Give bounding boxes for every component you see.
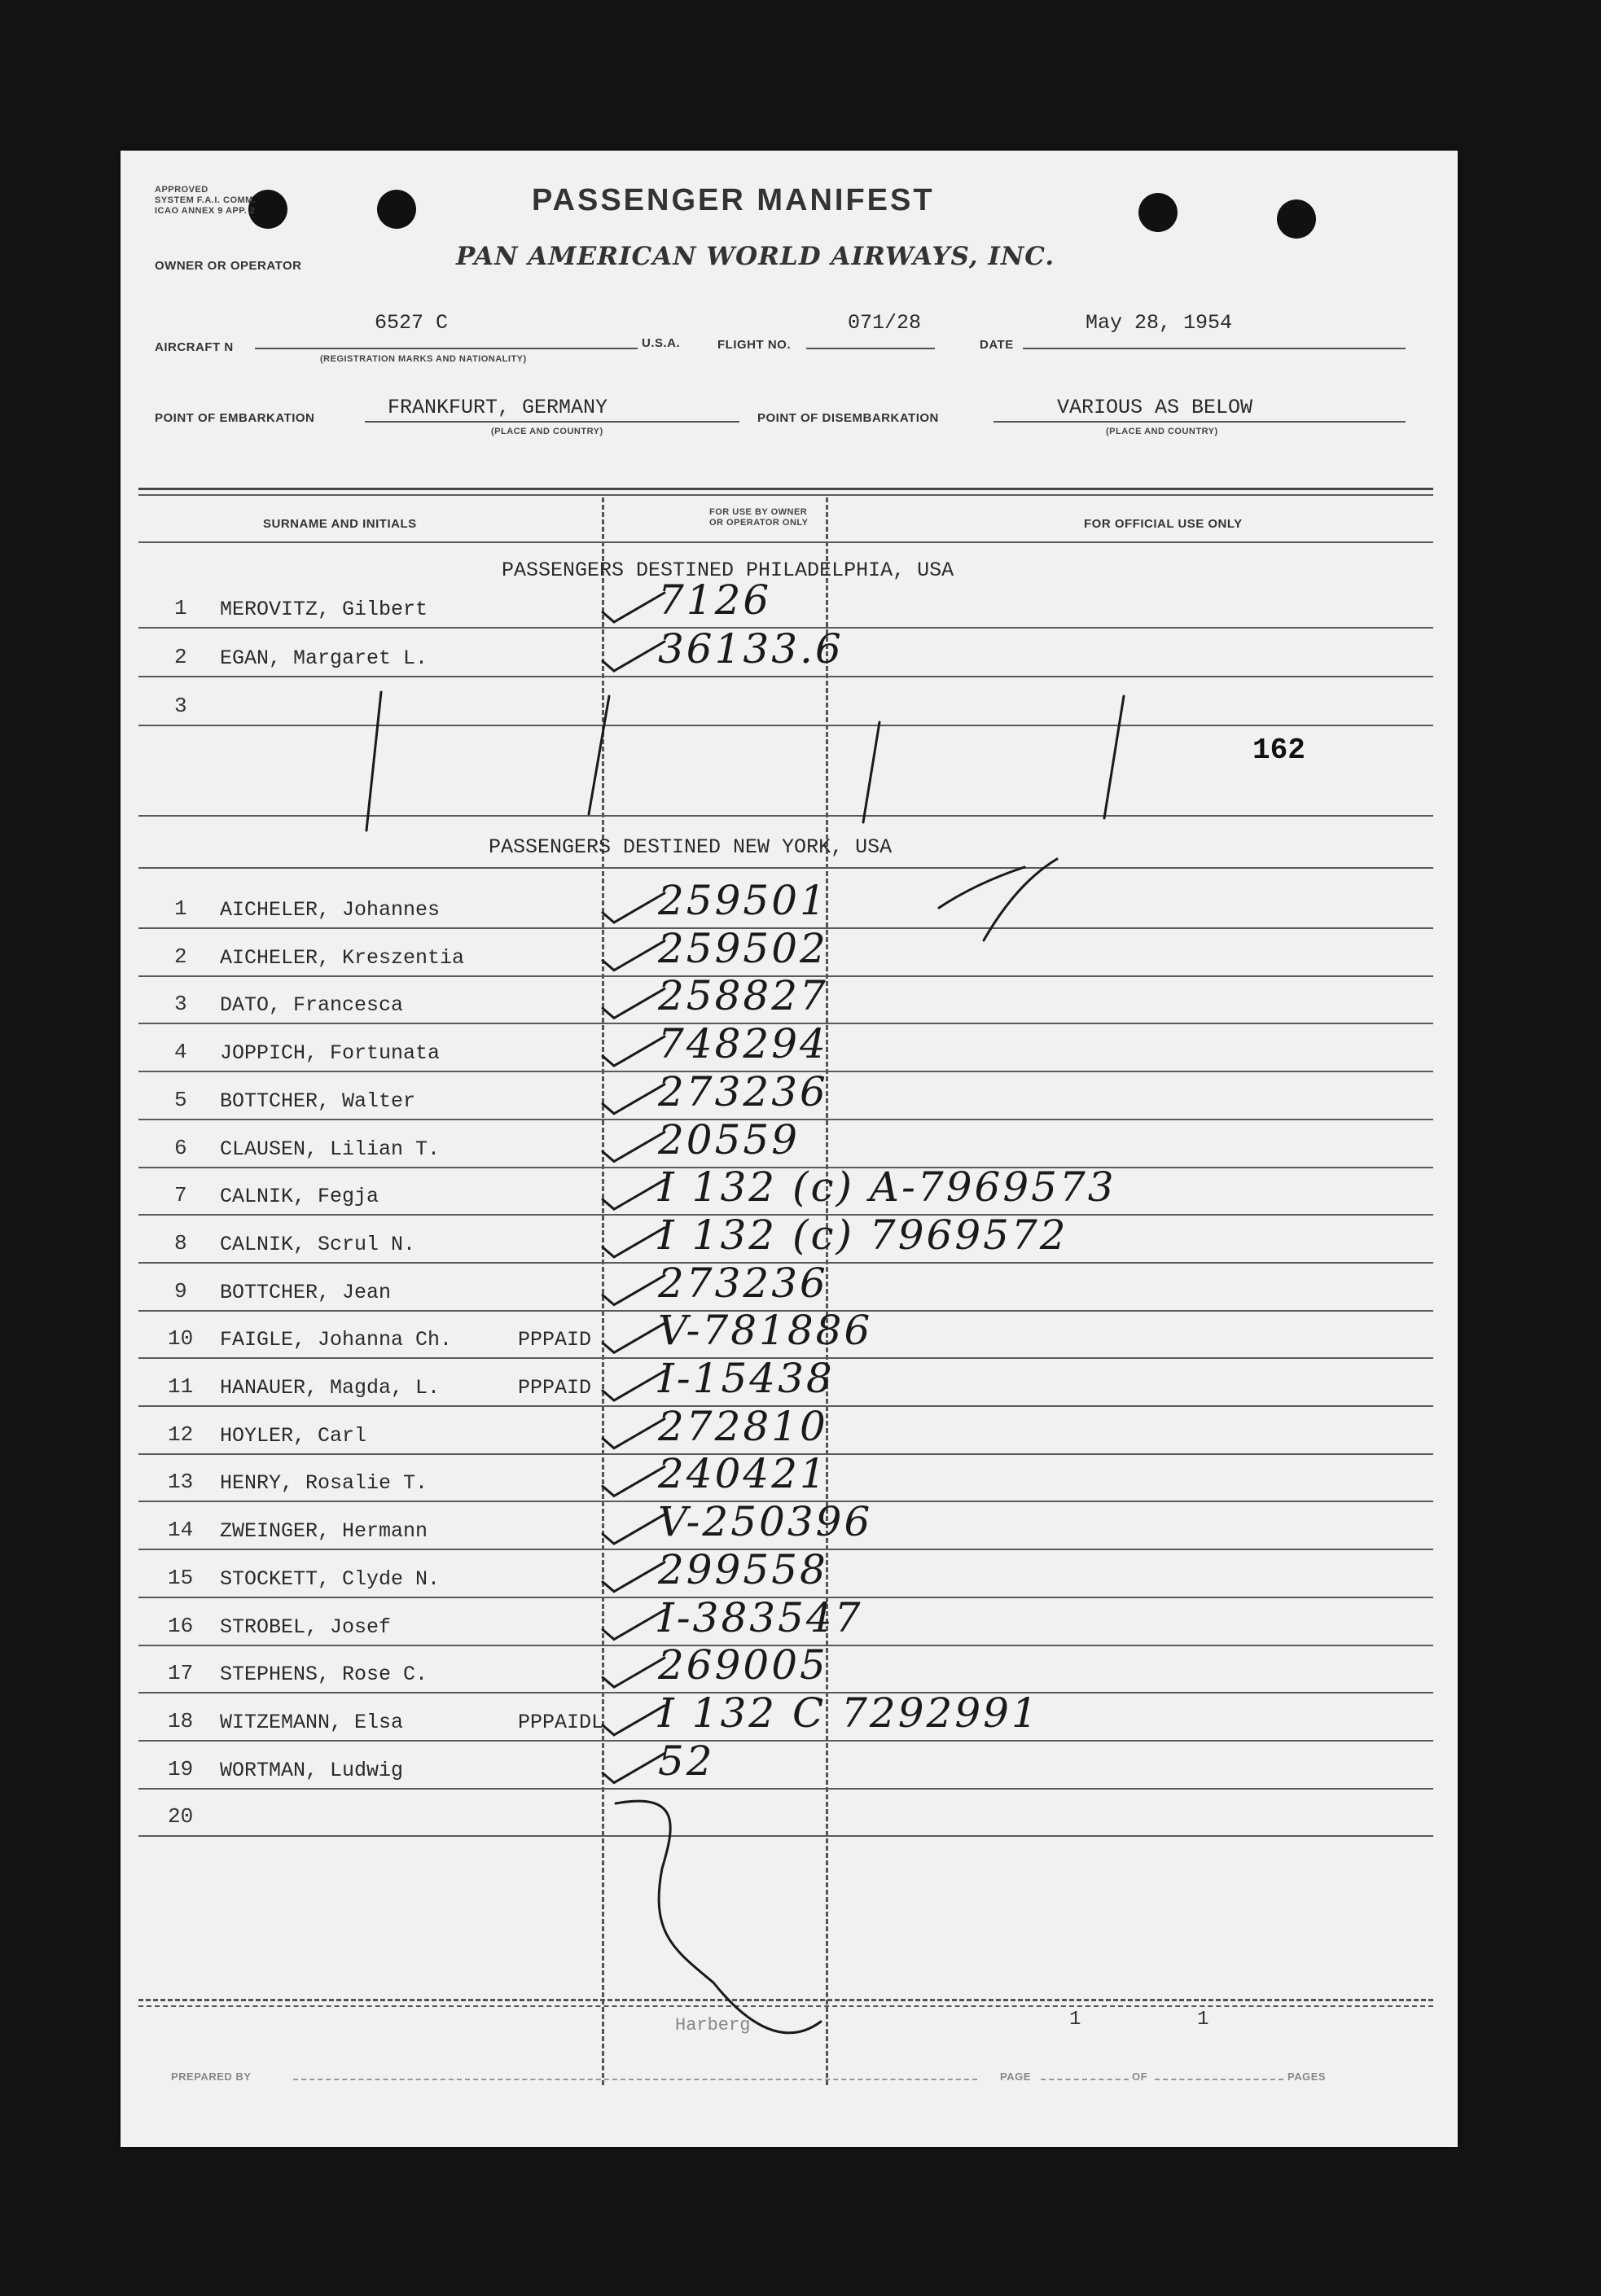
of-label: OF <box>1132 2070 1148 2083</box>
check-mark <box>603 1180 665 1209</box>
passenger-name: ZWEINGER, Hermann <box>220 1519 428 1544</box>
aircraft-label: AIRCRAFT N <box>155 340 234 354</box>
signature-scrawl <box>616 1801 821 2033</box>
strike-mark <box>366 692 381 830</box>
row-number: 18 <box>168 1708 194 1733</box>
ticket-number: 269005 <box>658 1641 828 1689</box>
passenger-name: AICHELER, Johannes <box>220 898 441 922</box>
disembark-label: POINT OF DISEMBARKATION <box>757 411 939 425</box>
check-mark <box>603 893 665 922</box>
check-mark <box>603 1754 665 1783</box>
col-owner-header: FOR USE BY OWNER <box>709 507 808 517</box>
row-number: 2 <box>174 645 187 669</box>
ticket-number: I 132 (c) A-7969573 <box>658 1163 1116 1212</box>
check-mark <box>603 642 665 671</box>
check-mark <box>603 593 665 622</box>
payment-note: PPPAID <box>518 1328 592 1352</box>
passenger-name: HENRY, Rosalie T. <box>220 1471 428 1496</box>
row-number: 5 <box>174 1087 187 1112</box>
row-number: 20 <box>168 1804 194 1829</box>
passenger-name: HOYLER, Carl <box>220 1423 367 1448</box>
check-mark <box>603 1610 665 1640</box>
phila-heading: PASSENGERS DESTINED PHILADELPHIA, USA <box>502 559 954 582</box>
passenger-name: AICHELER, Kreszentia <box>220 945 465 970</box>
row-number: 10 <box>168 1326 194 1352</box>
row-number: 3 <box>174 694 187 718</box>
ticket-number: I 132 C 7292991 <box>658 1689 1040 1737</box>
ticket-number: 7126 <box>658 576 772 624</box>
passenger-name: CALNIK, Fegja <box>220 1185 379 1209</box>
ticket-number: 52 <box>658 1737 715 1785</box>
row-number: 7 <box>174 1183 187 1208</box>
registration-caption: (REGISTRATION MARKS AND NATIONALITY) <box>320 354 527 364</box>
usa-label: U.S.A. <box>642 336 681 350</box>
date-label: DATE <box>980 338 1014 352</box>
row-number: 3 <box>174 992 187 1017</box>
approval-line: ICAO ANNEX 9 APP. 2 <box>155 206 256 216</box>
passenger-name: EGAN, Margaret L. <box>220 646 428 670</box>
row-number: 12 <box>168 1422 194 1447</box>
approval-line: SYSTEM F.A.I. COMM. <box>155 195 257 205</box>
ticket-number: 748294 <box>658 1020 828 1068</box>
ticket-number: I-383547 <box>658 1593 863 1641</box>
col-official-header: FOR OFFICIAL USE ONLY <box>1084 517 1243 531</box>
row-number: 9 <box>174 1278 187 1304</box>
passenger-name: BOTTCHER, Jean <box>220 1280 392 1304</box>
passenger-name: STOCKETT, Clyde N. <box>220 1566 441 1591</box>
row-number: 13 <box>168 1470 194 1495</box>
row-number: 11 <box>168 1374 194 1399</box>
check-mark <box>603 1323 665 1352</box>
row-number: 17 <box>168 1661 194 1686</box>
ny-heading: PASSENGERS DESTINED NEW YORK, USA <box>489 835 893 859</box>
strike-mark <box>863 722 879 822</box>
date-value: May 28, 1954 <box>1086 311 1233 335</box>
row-number: 15 <box>168 1565 194 1590</box>
check-mark <box>603 1228 665 1257</box>
passenger-name: MEROVITZ, Gilbert <box>220 598 428 621</box>
passenger-name: JOPPICH, Fortunata <box>220 1041 441 1066</box>
ticket-number: V-250396 <box>658 1498 873 1546</box>
passenger-name: CLAUSEN, Lilian T. <box>220 1137 441 1161</box>
stamp-number: 162 <box>1252 734 1305 767</box>
form-title: PASSENGER MANIFEST <box>532 183 935 217</box>
check-mark <box>603 1658 665 1687</box>
row-number: 16 <box>168 1613 194 1638</box>
passenger-name: WORTMAN, Ludwig <box>220 1758 404 1782</box>
flight-label: FLIGHT NO. <box>717 338 791 352</box>
passenger-name: HANAUER, Magda, L. <box>220 1376 441 1400</box>
passenger-name: STEPHENS, Rose C. <box>220 1663 428 1687</box>
passenger-name: DATO, Francesca <box>220 993 404 1018</box>
ticket-number: 259501 <box>658 877 828 924</box>
ticket-number: V-781886 <box>658 1307 873 1355</box>
ticket-number: 20559 <box>658 1115 800 1163</box>
prepared-label: PREPARED BY <box>171 2070 252 2083</box>
check-mark <box>603 1133 665 1162</box>
owner-label: OWNER OR OPERATOR <box>155 259 302 273</box>
ticket-number: 258827 <box>658 972 828 1020</box>
page-label: PAGE <box>1000 2070 1031 2083</box>
flight-value: 071/28 <box>848 311 922 335</box>
col-owner-header: OR OPERATOR ONLY <box>709 518 809 528</box>
check-mark <box>603 1514 665 1544</box>
embark-value: FRANKFURT, GERMANY <box>388 396 608 419</box>
ticket-number: 240421 <box>658 1450 828 1498</box>
check-mark <box>939 867 1024 908</box>
check-mark <box>603 1084 665 1114</box>
ticket-number: 259502 <box>658 924 828 972</box>
ticket-number: 273236 <box>658 1259 828 1307</box>
check-mark <box>603 1562 665 1592</box>
row-number: 1 <box>174 896 187 921</box>
page-value: 1 <box>1069 2009 1081 2031</box>
col-surname-header: SURNAME AND INITIALS <box>263 517 417 531</box>
prepared-value: Harberg <box>675 2015 751 2035</box>
ink-annotations <box>121 151 1458 2147</box>
strike-mark <box>589 696 609 814</box>
place-caption-2: (PLACE AND COUNTRY) <box>1106 427 1218 436</box>
disembark-value: VARIOUS AS BELOW <box>1057 396 1253 419</box>
pages-label: PAGES <box>1287 2070 1327 2083</box>
of-value: 1 <box>1197 2009 1209 2031</box>
check-mark <box>603 1371 665 1400</box>
passenger-name: WITZEMANN, Elsa <box>220 1710 404 1734</box>
row-number: 19 <box>168 1756 194 1781</box>
row-number: 14 <box>168 1518 194 1543</box>
check-mark <box>603 1276 665 1305</box>
strike-mark <box>1104 696 1124 818</box>
check-mark <box>603 941 665 971</box>
row-number: 6 <box>174 1135 187 1160</box>
row-number: 1 <box>174 596 187 620</box>
payment-note: PPPAID <box>518 1376 592 1400</box>
check-mark <box>603 1036 665 1066</box>
row-number: 2 <box>174 944 187 969</box>
ticket-number: 273236 <box>658 1067 828 1115</box>
aircraft-value: 6527 C <box>375 311 449 335</box>
ticket-number: 272810 <box>658 1402 828 1450</box>
check-mark <box>603 988 665 1018</box>
passenger-name: STROBEL, Josef <box>220 1615 392 1639</box>
manifest-sheet <box>121 151 1458 2147</box>
check-mark <box>603 1466 665 1496</box>
row-number: 8 <box>174 1230 187 1255</box>
ticket-number: I 132 (c) 7969572 <box>658 1211 1068 1259</box>
operator-name: PAN AMERICAN WORLD AIRWAYS, INC. <box>456 242 1055 271</box>
embark-label: POINT OF EMBARKATION <box>155 411 315 425</box>
approval-line: APPROVED <box>155 185 208 195</box>
check-mark <box>603 1706 665 1735</box>
ticket-number: 299558 <box>658 1545 828 1593</box>
place-caption: (PLACE AND COUNTRY) <box>491 427 603 436</box>
row-number: 4 <box>174 1040 187 1065</box>
payment-note: PPPAIDL <box>518 1710 604 1734</box>
check-mark <box>984 859 1057 940</box>
passenger-name: BOTTCHER, Walter <box>220 1089 416 1113</box>
passenger-name: CALNIK, Scrul N. <box>220 1232 416 1256</box>
ticket-number: 36133.6 <box>658 625 844 673</box>
passenger-name: FAIGLE, Johanna Ch. <box>220 1328 453 1352</box>
ticket-number: I-15438 <box>658 1355 835 1402</box>
check-mark <box>603 1419 665 1448</box>
